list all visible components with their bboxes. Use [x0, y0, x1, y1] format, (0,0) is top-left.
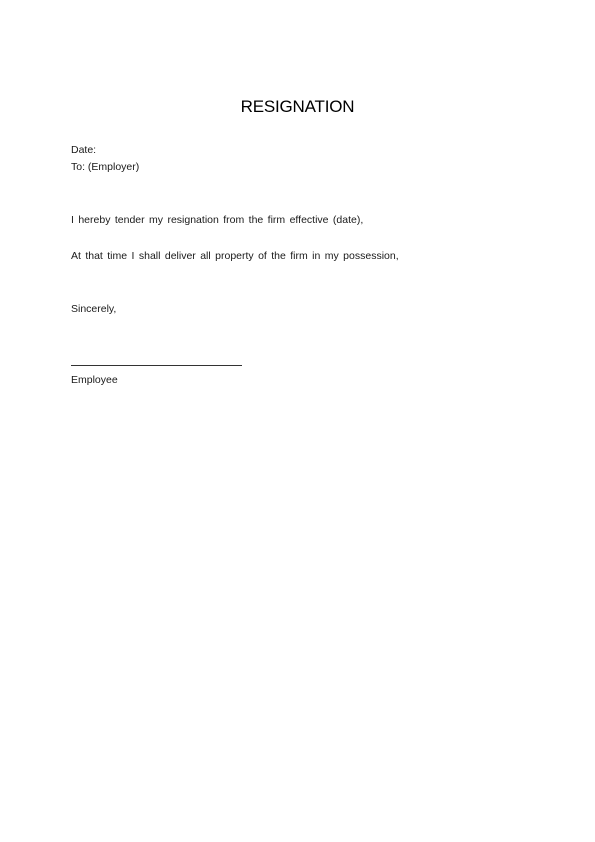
body-paragraph-1: I hereby tender my resignation from the firm effective (date),: [71, 214, 364, 226]
date-label: Date:: [71, 144, 97, 156]
body-paragraph-2: At that time I shall deliver all property of the firm in my possession,: [71, 250, 399, 262]
recipient-line: To: (Employer): [71, 161, 140, 173]
document-title: RESIGNATION: [240, 97, 355, 116]
closing-text: Sincerely,: [71, 303, 117, 315]
signature-label: Employee: [71, 374, 118, 386]
signature-line: [71, 365, 242, 366]
